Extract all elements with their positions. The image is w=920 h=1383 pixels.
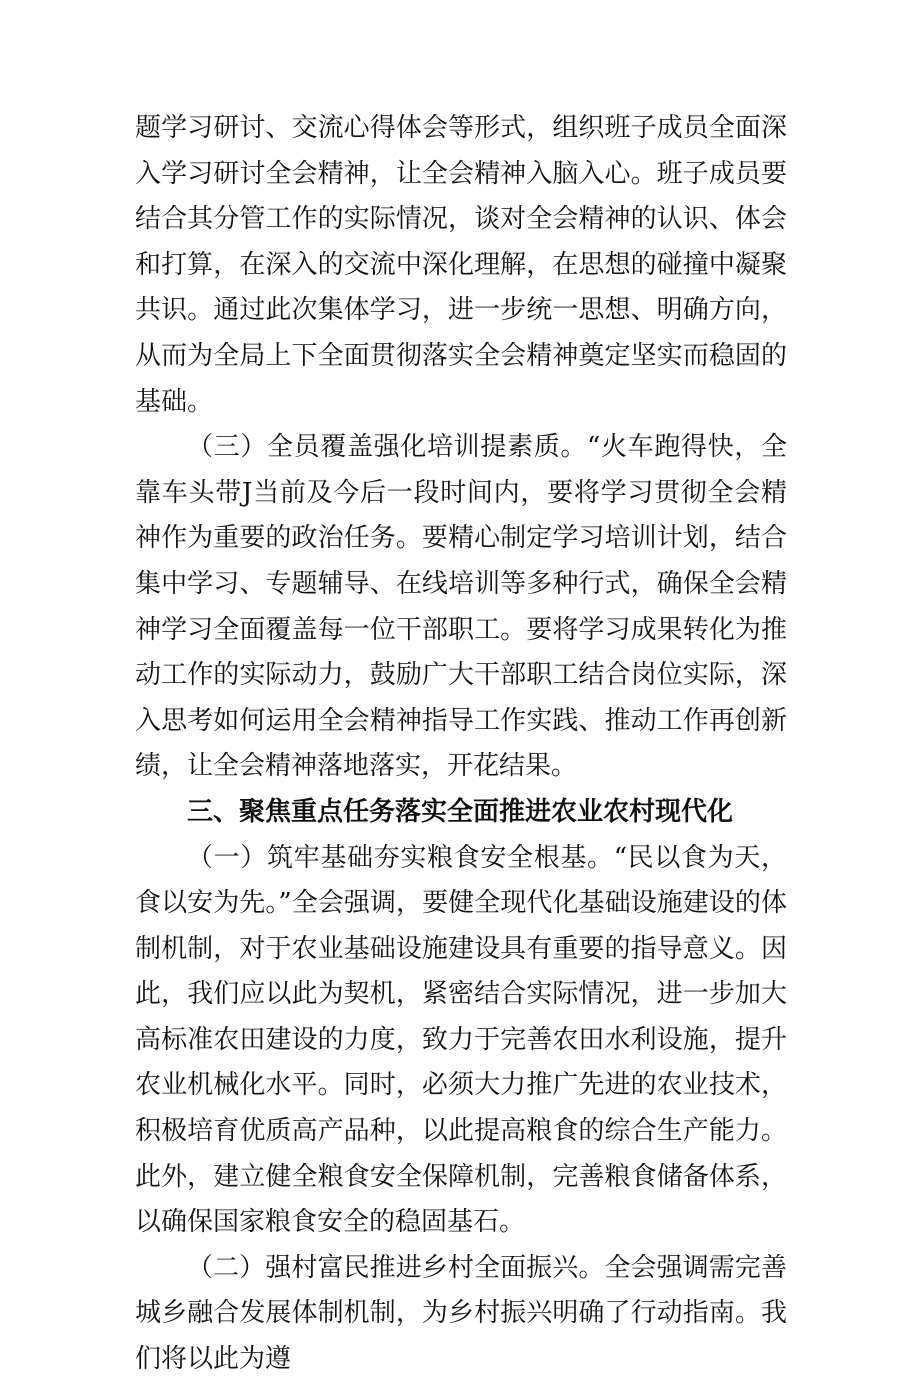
document-body xyxy=(135,106,787,1383)
paragraph-continued: 题学习研讨、交流心得体会等形式，组织班子成员全面深入学习研讨全会精神，让全会精神入脑入心。班子成员要结合其分管工作的实际情况，谈对全会精神的认识、体会和打算，在深入的交流中深化理解，在思想的碰撞中凝聚共识。通过此次集体学习，进一步统一思想、明确方向，从而为全局上下全面贯彻落实全会精神奠定坚实而稳固的基础。 xyxy=(135,113,787,417)
paragraph-training: （三）全员覆盖强化培训提素质。“火车跑得快，全靠车头带J当前及今后一段时间内，要将学习贯彻全会精神作为重要的政治任务。要精心制定学习培训计划，结合集中学习、专题辅导、在线培训等多种行式，确保全会精神学习全面覆盖每一位干部职工。要将学习成果转化为推动工作的实际动力，鼓励广大干部职工结合岗位实际，深入思考如何运用全会精神指导工作实践、推动工作再创新绩，让全会精神落地落实，开花结果。 xyxy=(135,432,787,782)
section-heading: 三、聚焦重点任务落实全面推进农业农村现代化 xyxy=(187,796,734,827)
paragraph-food-security: （一）筑牢基础夯实粮食安全根基。“民以食为天，食以安为先。”全会强调，要健全现代化基础设施建设的体制机制，对于农业基础设施建设具有重要的指导意义。因此，我们应以此为契机，紧密结合实际情况，进一步加大高标准农田建设的力度，致力于完善农田水利设施，提升农业机械化水平。同时，必须大力推广先进的农业技术，积极培育优质高产品种，以此提高粮食的综合生产能力。此外，建立健全粮食安全保障机制，完善粮食储备体系，以确保国家粮食安全的稳固基石。 xyxy=(135,842,787,1238)
paragraph-rural-revitalization: （二）强村富民推进乡村全面振兴。全会强调需完善城乡融合发展体制机制，为乡村振兴明确了行动指南。我们将以此为遵 xyxy=(135,1252,787,1375)
